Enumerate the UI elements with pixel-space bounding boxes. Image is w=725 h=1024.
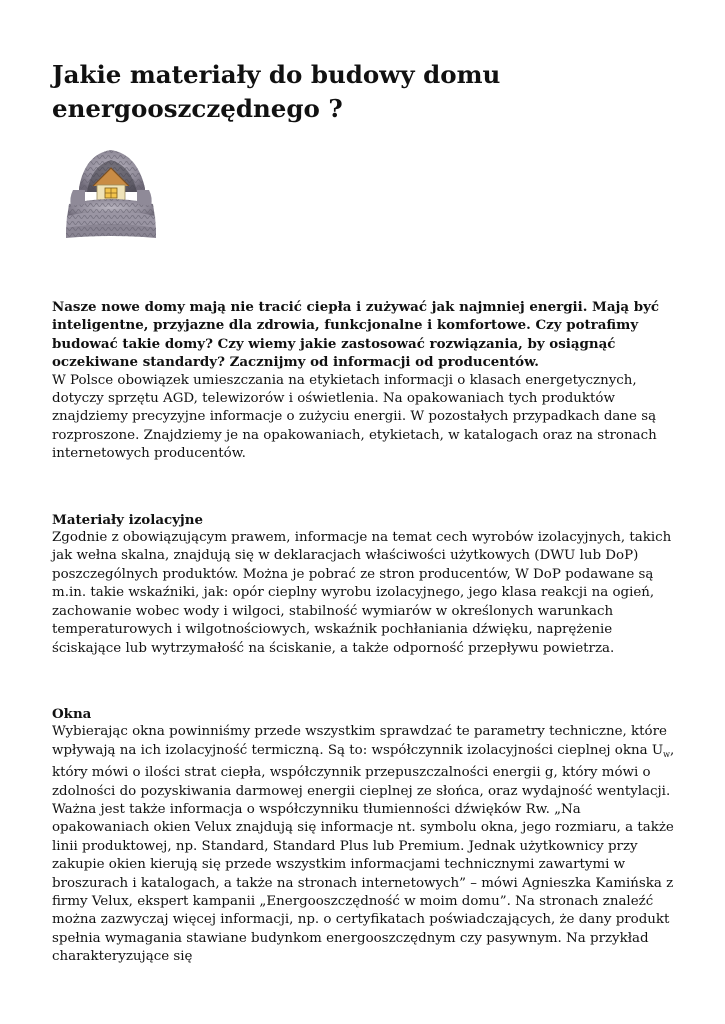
intro-paragraph: W Polsce obowiązek umieszczania na etykietach informacji o klasach energetycznych, dotyczy sprzętu AGD, telewizorów i oświetlenia. Na opakowaniach tych produktów znajdziemy precyzyjne informacje o zużyciu energii. W pozostałych przypadkach dane są rozproszone. Znajdziemy je na opakowaniach, etykietach, w katalogach oraz na stronach internetowych producentów. [52,372,657,462]
section-heading-materials: Materiały izolacyjne [52,511,204,528]
u-subscript: w [663,749,670,759]
section-paragraph-windows [52,723,677,966]
windows-text-part-2: , który mówi o ilości strat ciepła, współczynnik przepuszczalności energii g, który mówi o zdolności do pozyskiwania darmowej energii cieplnej ze słońca, oraz wydajność wentylacji. Ważna jest także informacja o współczynniku tłumienności dźwięków Rw. „Na opakowaniach okien Velux znajdują się informacje nt. symbolu okna, jego rozmiaru, a także linii produktowej, np. Standard, Standard Plus lub Premium. Jednak użytkownicy przy zakupie okien kierują się przede wszystkim informacjami technicznymi zawartymi w broszurach i katalogach, a także na stronach internetowych” – mówi Agnieszka Kamińska z firmy Velux, ekspert kampanii „Energooszczędność w moim domu”. Na stronach znaleźć można zazwyczaj więcej informacji, np. o certyfikatach poświadczających, że dany produkt spełnia wymagania stawiane budynkom energooszczędnym czy pasywnym. Na przykład charakteryzujące się [52,742,675,965]
page-title: Jakie materiały do budowy domu energooszczędnego ? [52,60,501,123]
lead-paragraph: Nasze nowe domy mają nie tracić ciepła i zużywać jak najmniej energii. Mają być inteligentne, przyjazne dla zdrowia, funkcjonalne i komfortowe. Czy potrafimy budować takie domy? Czy wiemy jakie zastosować rozwiązania, by osiągnąć oczekiwane standardy? Zacznijmy od informacji od producentów. [52,299,660,371]
section-heading-windows: Okna [52,705,92,722]
article [52,58,677,967]
windows-text-part-1: Wybierając okna powinniśmy przede wszystkim sprawdzać te parametry techniczne, które wpływają na ich izolacyjność termiczną. Są to: współczynnik izolacyjności cieplnej okna U [52,724,667,758]
house-in-wool-scarf-image [65,148,157,240]
section-paragraph-materials: Zgodnie z obowiązującym prawem, informacje na temat cech wyrobów izolacyjnych, takich jak wełna skalna, znajdują się w deklaracjach właściwości użytkowych (DWU lub DoP) poszczególnych produktów. Można je pobrać ze stron producentów, W DoP podawane są m.in. takie wskaźniki, jak: opór cieplny wyrobu izolacyjnego, jego klasa reakcji na ogień, zachowanie wobec wody i wilgoci, stabilność wymiarów w określonych warunkach temperaturowych i wilgotnościowych, wskaźnik pochłaniania dźwięku, naprężenie ściskające lub wytrzymałość na ściskanie, a także odporność przepływu powietrza. [52,530,672,656]
